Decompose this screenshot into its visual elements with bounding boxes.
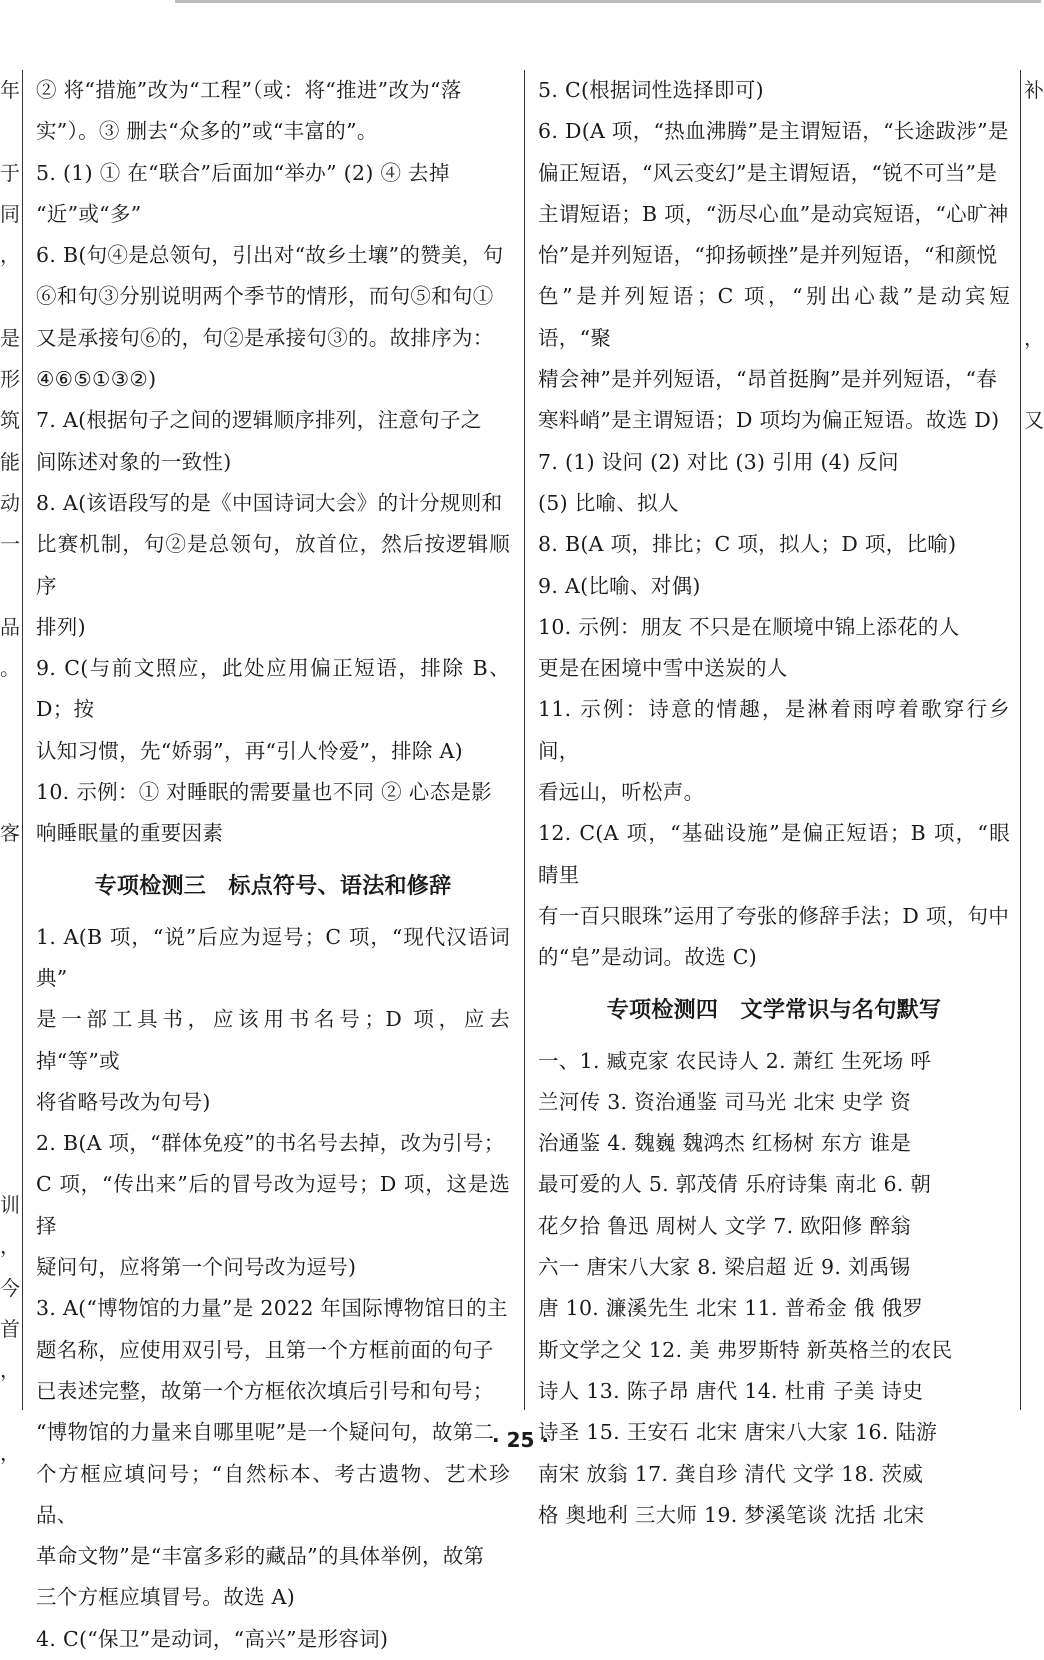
edge-glyph: 又 bbox=[1024, 408, 1044, 433]
edge-glyph bbox=[1024, 1020, 1041, 1061]
text-line: 2. B(A 项，“群体免疫”的书名号去掉，改为引号； bbox=[36, 1131, 505, 1156]
edge-glyph bbox=[1024, 194, 1041, 235]
edge-glyph bbox=[0, 276, 22, 317]
text-line: 将省略号改为句号) bbox=[36, 1089, 211, 1114]
text-line: 实”）。③ 删去“众多的”或“丰富的”。 bbox=[36, 119, 378, 144]
text-line: 8. A(该语段写的是《中国诗词大会》的计分规则和 bbox=[36, 490, 503, 515]
right-edge-cropped-text bbox=[1024, 70, 1044, 1515]
edge-glyph: 客 bbox=[0, 821, 20, 846]
text-line: 响睡眠量的重要因素 bbox=[36, 821, 224, 846]
edge-glyph bbox=[1024, 483, 1041, 524]
answer-column-left bbox=[36, 70, 510, 1660]
edge-glyph bbox=[0, 855, 22, 896]
text-line: 偏正短语，“风云变幻”是主谓短语，“锐不可当”是 bbox=[538, 160, 998, 185]
text-line: 5. (1) ① 在“联合”后面加“举办” (2) ④ 去掉 bbox=[36, 160, 450, 185]
edge-glyph bbox=[0, 772, 22, 813]
middle-column-rule bbox=[524, 70, 525, 1410]
text-line: “近”或“多” bbox=[36, 201, 142, 226]
text-line: 一、1. 臧克家 农民诗人 2. 萧红 生死场 呼 bbox=[538, 1048, 932, 1073]
edge-glyph: 补 bbox=[1024, 78, 1044, 102]
edge-glyph bbox=[1024, 1061, 1041, 1102]
text-line: 主谓短语；B 项，“沥尽心血”是动宾短语，“心旷神 bbox=[538, 201, 1009, 226]
edge-glyph bbox=[0, 689, 22, 730]
text-line: 间陈述对象的一致性) bbox=[36, 449, 232, 474]
text-line: 格 奥地利 三大师 19. 梦溪笔谈 沈括 北宋 bbox=[538, 1502, 925, 1527]
answer-column-right bbox=[538, 70, 1010, 1536]
edge-glyph: ， bbox=[1024, 325, 1044, 350]
text-line: 9. C(与前文照应，此处应用偏正短语，排除 B、D；按 bbox=[36, 656, 510, 722]
text-line: ④⑥⑤①③②) bbox=[36, 367, 157, 392]
text-line: 是一部工具书，应该用书名号；D 项，应去掉“等”或 bbox=[36, 1007, 510, 1073]
text-line: 8. B(A 项，排比；C 项，拟人；D 项，比喻) bbox=[538, 532, 957, 557]
edge-glyph bbox=[1024, 731, 1041, 772]
text-line: 6. D(A 项，“热血沸腾”是主谓短语，“长途跋涉”是 bbox=[538, 119, 1009, 144]
text-line: 精会神”是并列短语，“昂首挺胸”是并列短语，“春 bbox=[538, 367, 998, 392]
text-line: 5. C(根据词性选择即可) bbox=[538, 78, 764, 102]
text-line: 已表述完整，故第一个方框依次填后引号和句号； bbox=[36, 1378, 494, 1403]
edge-glyph: 形 bbox=[0, 367, 20, 392]
edge-glyph: 首 bbox=[0, 1316, 20, 1341]
text-line: 怡”是并列短语，“抑扬顿挫”是并列短语，“和颜悦 bbox=[538, 243, 998, 268]
edge-glyph bbox=[0, 937, 22, 978]
text-line: 三个方框应填冒号。故选 A) bbox=[36, 1585, 296, 1610]
text-line: 斯文学之父 12. 美 弗罗斯特 新英格兰的农民 bbox=[538, 1337, 953, 1362]
text-line: 10. 示例：朋友 不只是在顺境中锦上添花的人 bbox=[538, 614, 960, 639]
text-line: 看远山，听松声。 bbox=[538, 780, 705, 805]
edge-glyph bbox=[0, 111, 22, 152]
edge-glyph bbox=[1024, 855, 1041, 896]
edge-glyph bbox=[0, 1144, 22, 1185]
edge-glyph: 筑 bbox=[0, 408, 20, 433]
edge-glyph bbox=[1024, 1226, 1041, 1267]
edge-glyph bbox=[1024, 896, 1041, 937]
text-line: 12. C(A 项，“基础设施”是偏正短语；B 项，“眼睛里 bbox=[538, 821, 1010, 887]
edge-glyph: 训 bbox=[0, 1193, 20, 1218]
text-line: 3. A(“博物馆的力量”是 2022 年国际博物馆日的主 bbox=[36, 1296, 508, 1321]
page-number: · 25 · bbox=[492, 1428, 549, 1452]
section-heading: 专项检测三 标点符号、语法和修辞 bbox=[94, 873, 452, 899]
text-line: 个方框应填问号；“自然标本、考古遗物、艺术珍品、 bbox=[36, 1461, 510, 1527]
text-line: 花夕拾 鲁迅 周树人 文学 7. 欧阳修 醉翁 bbox=[538, 1213, 912, 1238]
edge-glyph bbox=[1024, 1185, 1041, 1226]
edge-glyph: 。 bbox=[0, 656, 20, 681]
edge-glyph bbox=[1024, 689, 1041, 730]
text-line: 唐 10. 濂溪先生 北宋 11. 普希金 俄 俄罗 bbox=[538, 1296, 924, 1321]
edge-glyph bbox=[1024, 359, 1041, 400]
edge-glyph: 同 bbox=[0, 201, 20, 226]
section-heading: 专项检测四 文学常识与名句默写 bbox=[606, 997, 942, 1023]
text-line: 又是承接句⑥的，句②是承接句③的。故排序为： bbox=[36, 325, 494, 350]
edge-glyph bbox=[1024, 524, 1041, 565]
edge-glyph bbox=[1024, 607, 1041, 648]
edge-glyph bbox=[1024, 1309, 1041, 1350]
edge-glyph bbox=[1024, 276, 1041, 317]
text-line: ⑥和句③分别说明两个季节的情形，而句⑤和句① bbox=[36, 284, 494, 309]
edge-glyph: ， bbox=[0, 1440, 20, 1465]
edge-glyph: ， bbox=[0, 1234, 20, 1259]
text-line: 色”是并列短语；C 项，“别出心裁”是动宾短语，“聚 bbox=[538, 284, 1010, 350]
text-line: 治通鉴 4. 魏巍 魏鸿杰 红杨树 东方 谁是 bbox=[538, 1131, 912, 1156]
edge-glyph bbox=[1024, 937, 1041, 978]
edge-glyph: 一 bbox=[0, 532, 20, 557]
edge-glyph bbox=[0, 979, 22, 1020]
edge-glyph: 今 bbox=[0, 1275, 20, 1300]
text-line: 有一百只眼珠”运用了夸张的修辞手法；D 项，句中 bbox=[538, 903, 1010, 928]
text-line: 1. A(B 项，“说”后应为逗号；C 项，“现代汉语词典” bbox=[36, 924, 510, 990]
edge-glyph bbox=[1024, 1102, 1041, 1143]
edge-glyph bbox=[0, 566, 22, 607]
edge-glyph bbox=[1024, 1474, 1041, 1515]
edge-glyph bbox=[1024, 772, 1041, 813]
text-line: (5) 比喻、拟人 bbox=[538, 490, 679, 515]
edge-glyph bbox=[1024, 153, 1041, 194]
edge-glyph: 是 bbox=[0, 325, 20, 350]
edge-glyph bbox=[0, 1061, 22, 1102]
edge-glyph bbox=[1024, 1144, 1041, 1185]
edge-glyph: ， bbox=[0, 243, 20, 268]
right-column-rule bbox=[1020, 70, 1021, 1410]
text-line: 比赛机制，句②是总领句，放首位，然后按逻辑顺序 bbox=[36, 532, 510, 598]
top-rule bbox=[175, 0, 1041, 3]
text-line: 的“皂”是动词。故选 C) bbox=[538, 945, 758, 970]
edge-glyph bbox=[0, 896, 22, 937]
text-line: “博物馆的力量来自哪里呢”是一个疑问句，故第二 bbox=[36, 1420, 495, 1445]
edge-glyph bbox=[1024, 235, 1041, 276]
edge-glyph bbox=[1024, 813, 1041, 854]
text-line: 诗圣 15. 王安石 北宋 唐宋八大家 16. 陆游 bbox=[538, 1420, 938, 1445]
edge-glyph bbox=[1024, 1392, 1041, 1433]
text-line: 9. A(比喻、对偶) bbox=[538, 573, 701, 598]
text-line: C 项，“传出来”后的冒号改为逗号；D 项，这是选择 bbox=[36, 1172, 510, 1238]
text-line: 7. (1) 设问 (2) 对比 (3) 引用 (4) 反问 bbox=[538, 449, 899, 474]
edge-glyph bbox=[1024, 648, 1041, 689]
edge-glyph bbox=[0, 731, 22, 772]
edge-glyph bbox=[1024, 566, 1041, 607]
edge-glyph: 年 bbox=[0, 78, 20, 102]
text-line: 排列) bbox=[36, 614, 86, 639]
edge-glyph bbox=[0, 1020, 22, 1061]
left-column-rule bbox=[22, 70, 23, 1410]
text-line: 六一 唐宋八大家 8. 梁启超 近 9. 刘禹锡 bbox=[538, 1255, 911, 1280]
edge-glyph bbox=[1024, 1350, 1041, 1391]
edge-glyph bbox=[0, 1474, 22, 1515]
text-line: 南宋 放翁 17. 龚自珍 清代 文学 18. 茨威 bbox=[538, 1461, 924, 1486]
edge-glyph bbox=[1024, 979, 1041, 1020]
text-line: 4. C(“保卫”是动词，“高兴”是形容词) bbox=[36, 1626, 389, 1651]
text-line: ② 将“措施”改为“工程”（或：将“推进”改为“落 bbox=[36, 78, 462, 102]
text-line: 最可爱的人 5. 郭茂倩 乐府诗集 南北 6. 朝 bbox=[538, 1172, 932, 1197]
text-line: 更是在困境中雪中送炭的人 bbox=[538, 656, 788, 681]
edge-glyph bbox=[1024, 442, 1041, 483]
edge-glyph: 品 bbox=[0, 614, 20, 639]
text-line: 诗人 13. 陈子昂 唐代 14. 杜甫 子美 诗史 bbox=[538, 1378, 924, 1403]
edge-glyph: 于 bbox=[0, 160, 20, 185]
left-edge-cropped-text bbox=[0, 70, 22, 1515]
text-line: 6. B(句④是总领句，引出对“故乡土壤”的赞美，句 bbox=[36, 243, 504, 268]
text-line: 7. A(根据句子之间的逻辑顺序排列，注意句子之 bbox=[36, 408, 482, 433]
edge-glyph bbox=[0, 1102, 22, 1143]
text-line: 认知习惯，先“娇弱”，再“引人怜爱”，排除 A) bbox=[36, 738, 463, 763]
edge-glyph bbox=[1024, 111, 1041, 152]
text-line: 革命文物”是“丰富多彩的藏品”的具体举例，故第 bbox=[36, 1544, 485, 1569]
edge-glyph: 动 bbox=[0, 490, 20, 515]
edge-glyph: ， bbox=[0, 1358, 20, 1383]
text-line: 兰河传 3. 资治通鉴 司马光 北宋 史学 资 bbox=[538, 1089, 912, 1114]
edge-glyph bbox=[1024, 1268, 1041, 1309]
text-line: 10. 示例：① 对睡眠的需要量也不同 ② 心态是影 bbox=[36, 780, 492, 805]
text-line: 题名称，应使用双引号，且第一个方框前面的句子 bbox=[36, 1337, 494, 1362]
text-line: 疑问句，应将第一个问号改为逗号) bbox=[36, 1255, 357, 1280]
text-line: 寒料峭”是主谓短语；D 项均为偏正短语。故选 D) bbox=[538, 408, 1000, 433]
edge-glyph: 能 bbox=[0, 449, 20, 474]
text-line: 11. 示例：诗意的情趣，是淋着雨哼着歌穿行乡间， bbox=[538, 697, 1010, 763]
edge-glyph bbox=[0, 1392, 22, 1433]
